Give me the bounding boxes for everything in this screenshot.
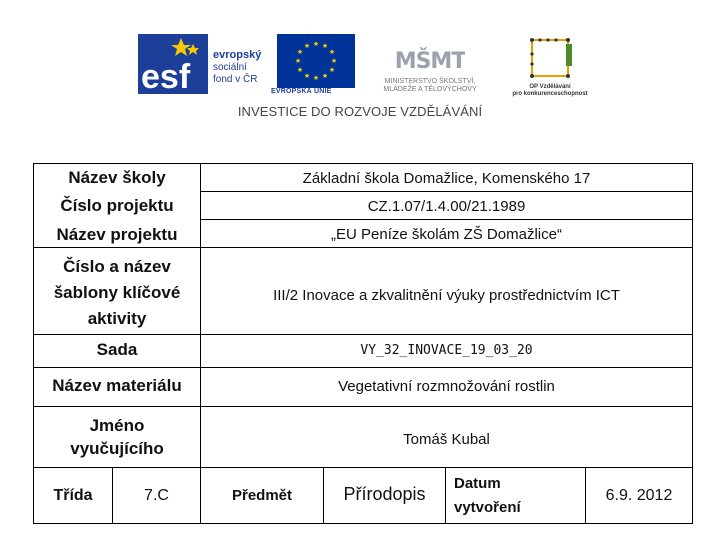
date-label-line-1: Datum (454, 475, 501, 492)
date-value: 6.9. 2012 (605, 487, 673, 504)
teacher-label-line-2: vyučujícího (70, 439, 164, 458)
template-label-line-1: Číslo a název (63, 257, 171, 276)
esf-tagline-line-3: fond v ČR (213, 74, 258, 85)
table-rule-right (692, 163, 693, 524)
material-value: Vegetativní rozmnožování rostlin (338, 378, 555, 395)
set-value: VY_32_INOVACE_19_03_20 (360, 343, 533, 358)
project-number-label: Číslo projektu (60, 196, 174, 215)
set-label: Sada (96, 340, 138, 359)
table-rule-row-1 (200, 191, 693, 192)
table-rule-row-2 (200, 219, 693, 220)
msmt-caption-line-2: MLÁDEŽE A TĚLOVÝCHOVY (383, 86, 477, 93)
msmt-caption (360, 78, 500, 94)
class-value: 7.C (144, 487, 169, 504)
svg-text:★: ★ (328, 48, 336, 56)
op-caption (500, 84, 600, 98)
eu-flag-icon (277, 34, 355, 88)
svg-text:★: ★ (321, 72, 329, 80)
project-name-value: „EU Peníze školám ZŠ Domažlice“ (331, 226, 562, 243)
svg-text:★: ★ (330, 57, 338, 65)
msmt-logo (395, 34, 465, 78)
date-label-line-2: vytvoření (454, 499, 521, 516)
date-label (446, 472, 585, 520)
project-name-label: Název projektu (56, 225, 178, 244)
op-caption-line-2: pro konkurenceschopnost (512, 91, 588, 97)
svg-text:★: ★ (312, 40, 320, 48)
esf-tagline-line-2: sociální (213, 62, 247, 73)
svg-text:★: ★ (303, 72, 311, 80)
table-rule-row-7 (33, 467, 693, 468)
esf-tagline-line-1: evropský (213, 49, 262, 61)
class-label: Třída (53, 487, 93, 504)
template-value: III/2 Inovace a zkvalitnění výuky prostřednictvím ICT (273, 287, 620, 304)
op-logo (522, 34, 578, 82)
svg-text:★: ★ (312, 74, 320, 82)
svg-text:★: ★ (296, 48, 304, 56)
table-rule-top (33, 163, 693, 164)
msmt-caption-line-1: MINISTERSTVO ŠKOLSTVÍ, (384, 78, 476, 85)
svg-text:★: ★ (328, 66, 336, 74)
svg-text:★: ★ (303, 42, 311, 50)
eu-caption: EVROPSKÁ UNIE (271, 88, 332, 95)
investment-tagline: INVESTICE DO ROZVOJE VZDĚLÁVÁNÍ (237, 104, 483, 119)
table-rule-row-4 (33, 334, 693, 335)
teacher-label-line-1: Jméno (89, 416, 145, 435)
msmt-logo-text: MŠMT (395, 49, 465, 74)
teacher-value: Tomáš Kubal (403, 431, 490, 448)
project-number-value: CZ.1.07/1.4.00/21.1989 (367, 198, 526, 215)
table-rule-row-3 (33, 247, 693, 248)
table-rule-row-6 (33, 406, 693, 407)
material-label: Název materiálu (52, 376, 182, 395)
template-label-line-2: šablony klíčové (53, 283, 181, 302)
table-rule-row-5 (33, 367, 693, 368)
svg-text:★: ★ (321, 42, 329, 50)
subject-label: Předmět (231, 487, 293, 504)
template-label (34, 254, 200, 332)
table-rule-bottom (33, 523, 693, 524)
school-name-value: Základní škola Domažlice, Komenského 17 (302, 170, 591, 187)
logo-band (0, 0, 720, 130)
svg-text:★: ★ (296, 66, 304, 74)
esf-logo (135, 30, 271, 98)
school-name-label: Název školy (68, 168, 166, 187)
template-label-line-3: aktivity (87, 309, 147, 328)
subject-value: Přírodopis (343, 484, 426, 504)
op-caption-line-1: OP Vzdělávání (529, 84, 571, 90)
svg-text:★: ★ (294, 57, 302, 65)
esf-logo-text: esf (141, 58, 191, 96)
teacher-label (34, 414, 200, 460)
